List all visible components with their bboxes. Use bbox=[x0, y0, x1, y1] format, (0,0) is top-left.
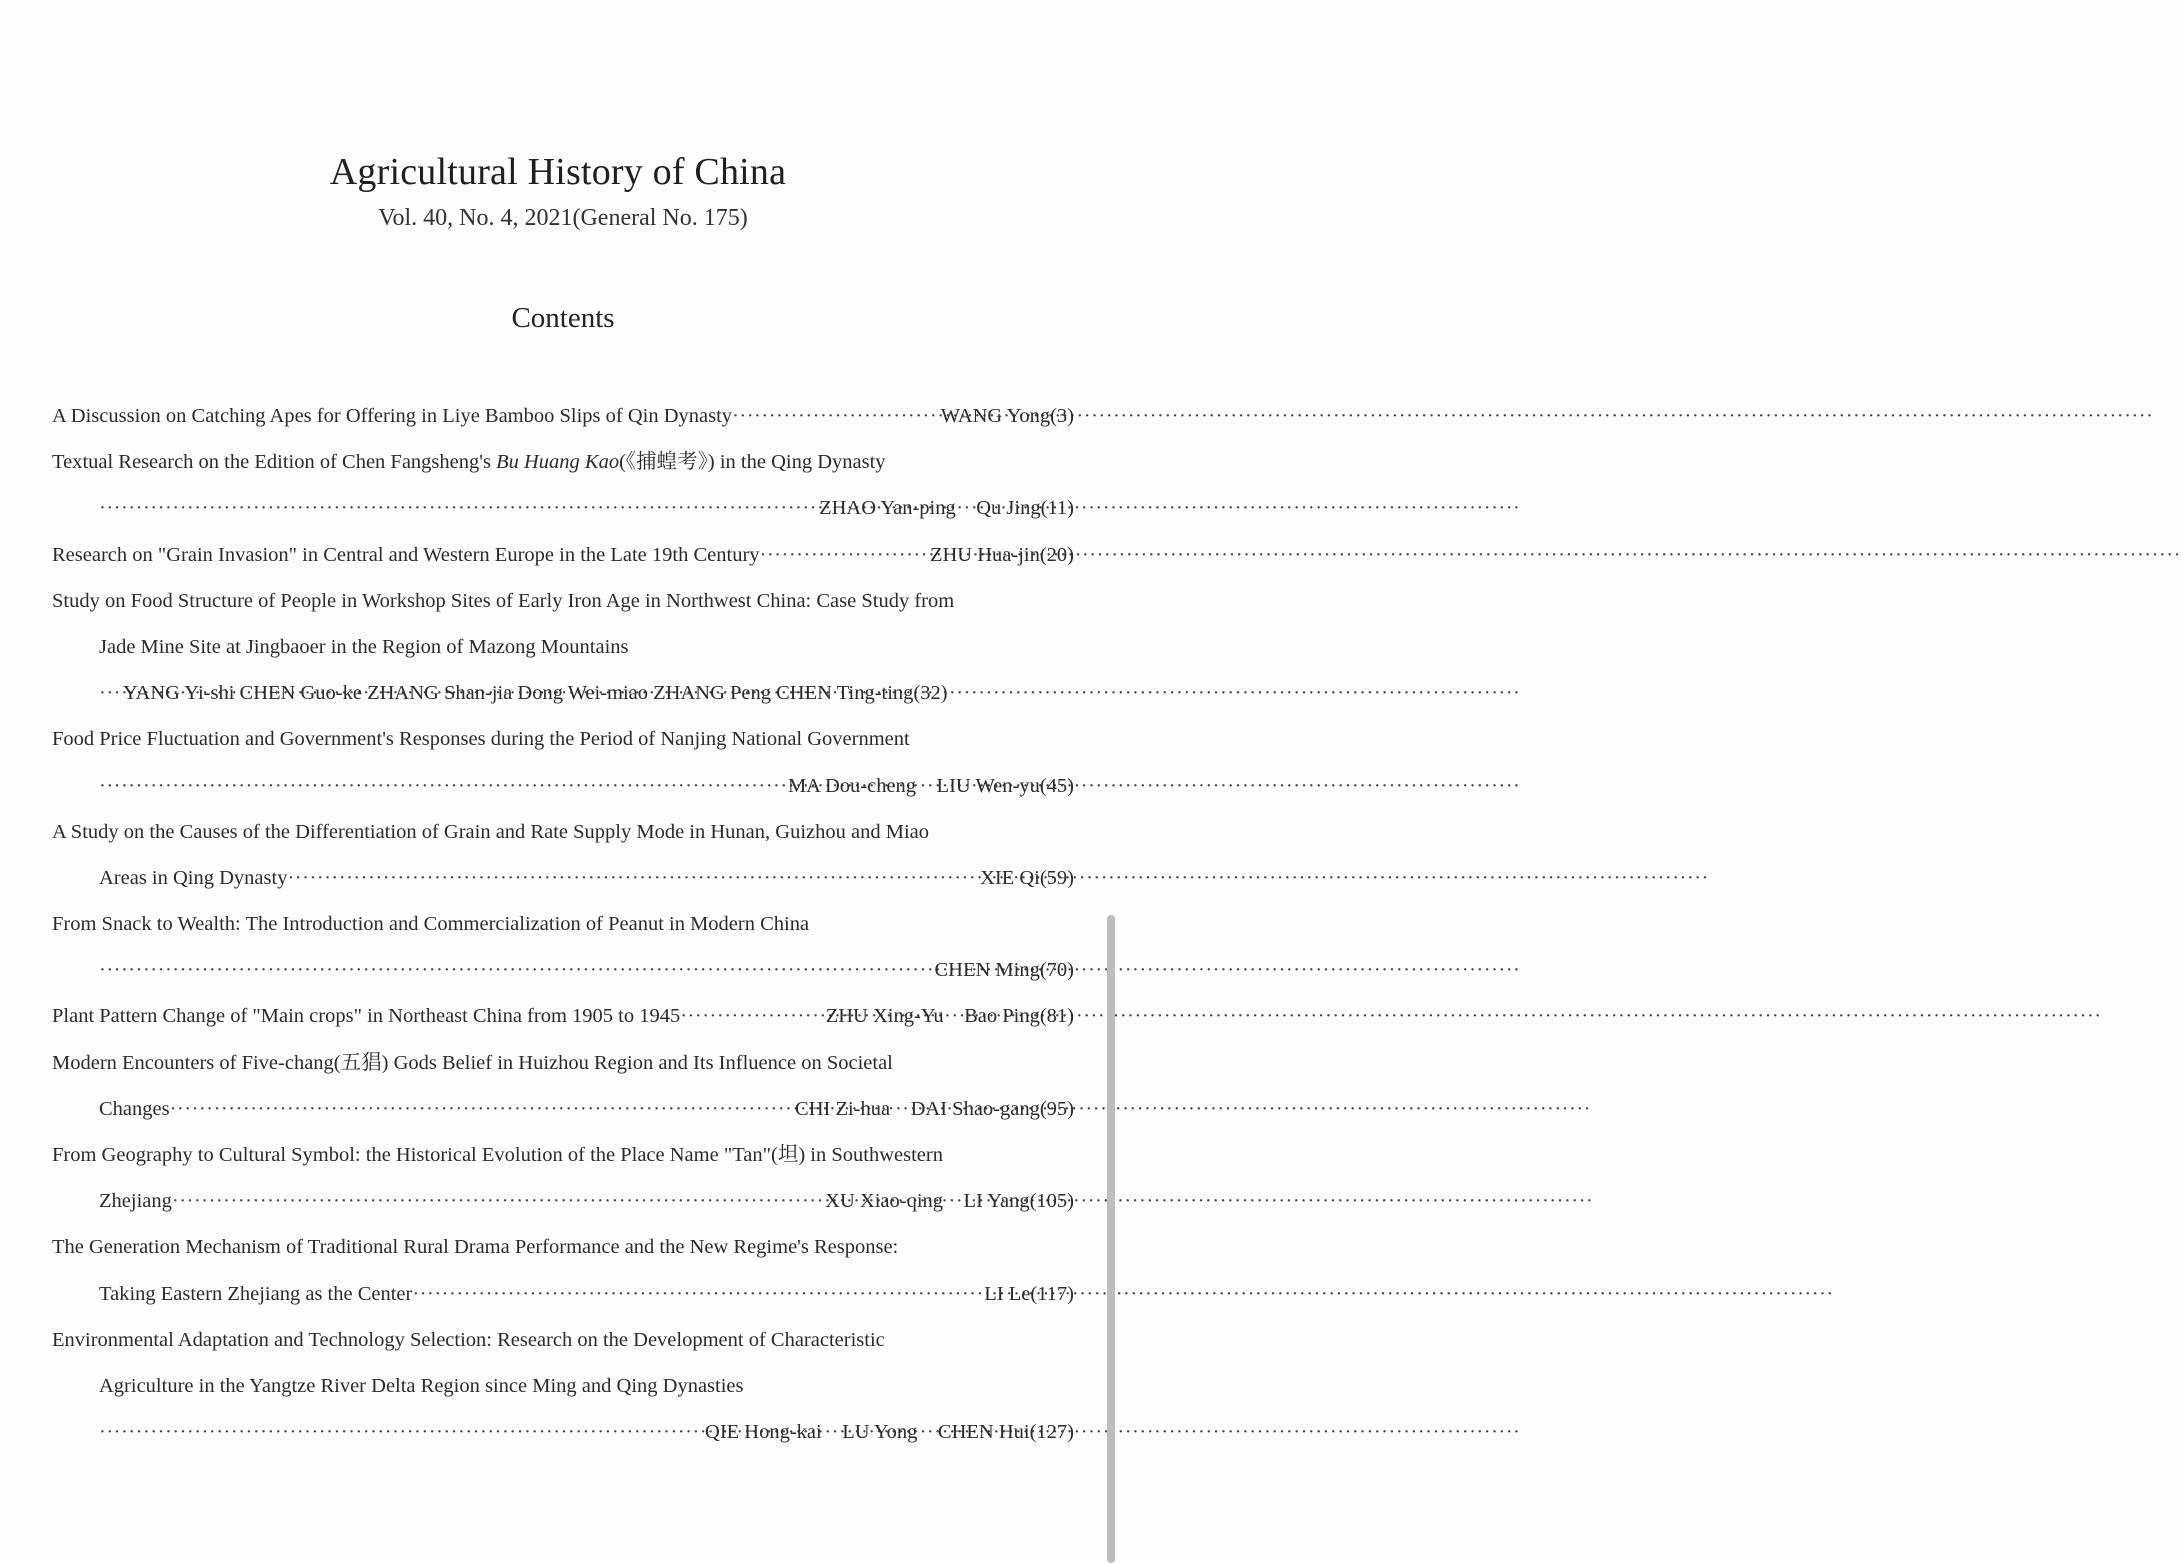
entry-page: (127) bbox=[1029, 1421, 1074, 1444]
entry-title-continued: Agriculture in the Yangtze River Delta Region since Ming and Qing Dynasties bbox=[99, 1374, 744, 1397]
contents-heading: Contents bbox=[511, 302, 615, 334]
toc-entry-line bbox=[52, 997, 1074, 1043]
toc-entry-line bbox=[52, 1090, 1074, 1136]
entry-author: ZHU Xing-Yu Bao Ping bbox=[825, 1005, 1040, 1028]
entry-title-continued: Changes bbox=[99, 1097, 170, 1120]
toc-entry-line bbox=[52, 1321, 1074, 1367]
dot-leader bbox=[170, 1090, 795, 1128]
entry-author: WANG Yong bbox=[940, 405, 1051, 427]
entry-page: (45) bbox=[1039, 774, 1074, 797]
dot-leader bbox=[760, 536, 930, 574]
entry-title: Plant Pattern Change of "Main crops" in Northeast China from 1905 to 1945 bbox=[52, 1005, 681, 1028]
dot-leader bbox=[732, 397, 941, 435]
scrollbar[interactable] bbox=[1107, 915, 1115, 1563]
entry-title-continued: Areas in Qing Dynasty bbox=[99, 866, 288, 889]
entry-page: (32) bbox=[913, 682, 948, 705]
journal-issue: Vol. 40, No. 4, 2021(General No. 175) bbox=[378, 205, 748, 231]
entry-title: Food Price Fluctuation and Government's Responses during the Period of Nanjing National Government bbox=[52, 728, 910, 751]
entry-title-prefix: Textual Research on the Edition of Chen Fangsheng's bbox=[52, 451, 497, 474]
toc-entry-line bbox=[52, 1413, 1074, 1459]
toc-entry-line bbox=[52, 536, 1074, 582]
dot-leader bbox=[99, 767, 788, 805]
dot-leader bbox=[99, 674, 123, 712]
entry-page: (59) bbox=[1039, 866, 1074, 889]
entry-page: (70) bbox=[1039, 959, 1074, 982]
entry-title-continued: Zhejiang bbox=[99, 1190, 172, 1213]
dot-leader bbox=[99, 951, 934, 989]
entry-title: A Study on the Causes of the Differentiation of Grain and Rate Supply Mode in Hunan, Guizhou and Miao bbox=[52, 820, 929, 843]
toc-entry-line bbox=[52, 720, 1074, 766]
toc-entry-line bbox=[52, 767, 1074, 813]
toc-entry-line bbox=[52, 813, 1074, 859]
entry-title-suffix: (《捕蝗考》) in the Qing Dynasty bbox=[619, 451, 886, 474]
entry-author: XU Xiao-qing LI Yang bbox=[825, 1190, 1030, 1213]
toc-entry-line bbox=[52, 1275, 1074, 1321]
entry-author: ZHU Hua-jin bbox=[929, 543, 1040, 566]
entry-author: CHEN Ming bbox=[934, 959, 1040, 982]
entry-page: (105) bbox=[1029, 1190, 1074, 1213]
entry-author: ZHAO Yan-ping Qu Jing bbox=[819, 497, 1041, 520]
entry-title: Study on Food Structure of People in Workshop Sites of Early Iron Age in Northwest China: Case Study from bbox=[52, 589, 955, 612]
entry-title-continued: Jade Mine Site at Jingbaoer in the Region of Mazong Mountains bbox=[99, 635, 629, 658]
entry-page: (117) bbox=[1030, 1282, 1074, 1305]
entry-author: MA Dou-cheng LIU Wen-yu bbox=[787, 774, 1040, 797]
toc-entry-line bbox=[52, 859, 1074, 905]
entry-author: XIE Qi bbox=[980, 866, 1040, 889]
entry-title-italic: Bu Huang Kao bbox=[496, 451, 620, 474]
toc-entry-line bbox=[52, 1044, 1074, 1090]
dot-leader bbox=[99, 489, 819, 527]
entry-page: (20) bbox=[1039, 543, 1074, 566]
toc-entry-line bbox=[52, 397, 1074, 443]
journal-title: Agricultural History of China bbox=[329, 151, 787, 193]
entry-title: From Snack to Wealth: The Introduction and Commercialization of Peanut in Modern China bbox=[52, 913, 810, 936]
toc-entry-line bbox=[52, 905, 1074, 951]
entry-author: YANG Yi-shi CHEN Guo-ke ZHANG Shan-jia Dong Wei-miao ZHANG Peng CHEN Ting-ting bbox=[123, 682, 914, 705]
toc-entry-line bbox=[52, 1136, 1074, 1182]
entry-title-continued: Taking Eastern Zhejiang as the Center bbox=[99, 1282, 413, 1305]
entry-title: A Discussion on Catching Apes for Offering in Liye Bamboo Slips of Qin Dynasty bbox=[52, 405, 733, 427]
dot-leader bbox=[172, 1182, 825, 1220]
entry-title: The Generation Mechanism of Traditional Rural Drama Performance and the New Regime's Response: bbox=[52, 1236, 899, 1259]
toc-entry-line bbox=[52, 1367, 1074, 1413]
entry-title: From Geography to Cultural Symbol: the Historical Evolution of the Place Name "Tan"(坦) in Southwestern bbox=[52, 1144, 943, 1166]
entry-page: (95) bbox=[1039, 1097, 1074, 1120]
toc-entry-line bbox=[52, 628, 1074, 674]
entry-page: (81) bbox=[1039, 1005, 1074, 1028]
table-of-contents bbox=[52, 397, 1074, 1459]
entry-author: LI Le bbox=[984, 1282, 1031, 1305]
entry-title: Modern Encounters of Five-chang(五猖) Gods Belief in Huizhou Region and Its Influence on Societal bbox=[52, 1051, 893, 1074]
entry-title bbox=[52, 443, 886, 481]
toc-entry-line bbox=[52, 951, 1074, 997]
entry-page: (11) bbox=[1040, 497, 1074, 520]
entry-author: QIE Hong-kai LU Yong CHEN Hui bbox=[705, 1421, 1030, 1444]
toc-entry-line bbox=[52, 1228, 1074, 1274]
entry-title: Research on "Grain Invasion" in Central and Western Europe in the Late 19th Century bbox=[52, 543, 760, 566]
entry-author: CHI Zi-hua DAI Shao-gang bbox=[795, 1097, 1040, 1120]
dot-leader bbox=[287, 859, 980, 897]
toc-entry-line bbox=[52, 489, 1074, 535]
dot-leader bbox=[99, 1413, 705, 1451]
dot-leader bbox=[680, 997, 826, 1035]
toc-entry-line bbox=[52, 1182, 1074, 1228]
entry-page: (3) bbox=[1050, 405, 1074, 427]
toc-entry-line bbox=[52, 443, 1074, 489]
dot-leader bbox=[412, 1275, 984, 1313]
toc-entry-line bbox=[52, 674, 1074, 720]
entry-title: Environmental Adaptation and Technology Selection: Research on the Development of Characteristic bbox=[52, 1328, 885, 1351]
toc-entry-line bbox=[52, 582, 1074, 628]
